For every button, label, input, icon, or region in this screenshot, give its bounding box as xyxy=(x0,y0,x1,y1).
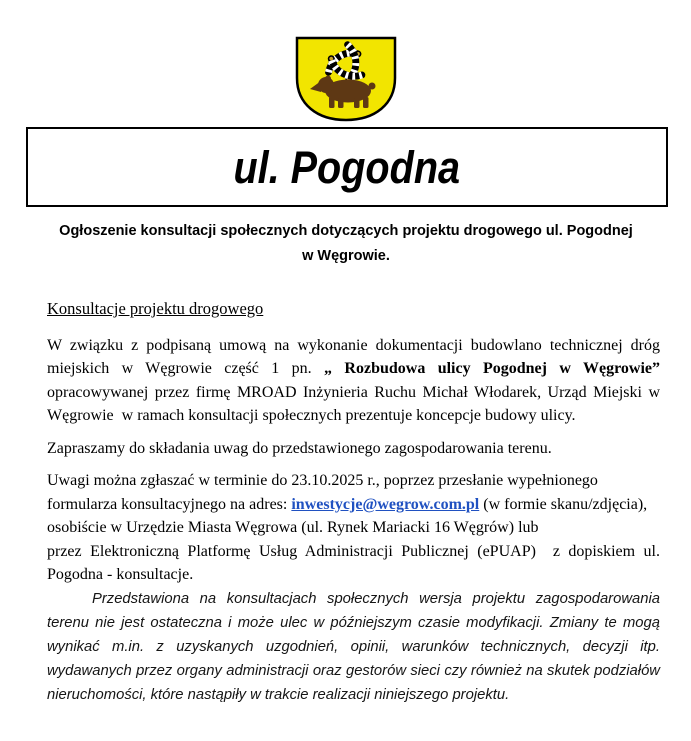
submission-text-after: (w formie skanu/zdjęcia), osobiście w Urzędzie Miasta Węgrowa (ul. Rynek Mariacki 16 Węgrów) lub xyxy=(47,495,648,536)
section-heading: Konsultacje projektu drogowego xyxy=(47,299,264,318)
intro-text-before: W związku z podpisaną umową na wykonanie dokumentacji budowlano technicznej dróg miejskich w Węgrowie część 1 pn. xyxy=(47,336,660,377)
email-link[interactable]: inwestycje@wegrow.com.pl xyxy=(291,495,480,513)
announcement-subtitle xyxy=(36,219,656,269)
disclaimer-note: Przedstawiona na konsultacjach społecznych wersja projektu zagospodarowania terenu nie jest ostateczna i może ulec w późniejszym czasie modyfikacji. Zmiany te mogą wynikać m.in. z uzyskanych uzgodnień, opinii, warunków technicznych, decyzji itp. wydawanych przez organy administracji oraz gestorów sieci czy również na skutek podziałów nieruchomości, które nastąpiły w trakcie realizacji niniejszego projektu. xyxy=(47,590,660,703)
project-name-bold: „ Rozbudowa ulicy Pogodnej w Węgrowie” xyxy=(324,360,661,377)
intro-text-after: opracowywanej przez firmę MROAD Inżynieria Ruchu Michał Włodarek, Urząd Miejski w Węgrowie w ramach konsultacji społecznych prezentuje koncepcje budowy ulicy. xyxy=(47,383,660,424)
invite-paragraph: Zapraszamy do składania uwag do przedstawionego zagospodarowania terenu. xyxy=(47,439,552,457)
submission-epuap-line: przez Elektroniczną Platformę Usług Administracji Publicznej (ePUAP) z dopiskiem ul. Pogodna - konsultacje. xyxy=(47,542,660,583)
subtitle-line-1: Ogłoszenie konsultacji społecznych dotyczących projektu drogowego ul. Pogodnej xyxy=(59,223,633,239)
coat-of-arms xyxy=(0,36,691,122)
subtitle-line-2: w Węgrowie. xyxy=(302,248,390,264)
street-title: ul. Pogodna xyxy=(233,141,461,193)
document-body xyxy=(47,297,660,716)
submission-paragraph xyxy=(47,469,660,540)
title-box xyxy=(26,127,668,207)
intro-paragraph xyxy=(47,334,660,428)
wegrow-crest-icon xyxy=(295,36,397,122)
submission-text-before: Uwagi można zgłaszać w terminie do 23.10.2025 r., poprzez przesłanie wypełnionego formularza konsultacyjnego na adres: xyxy=(47,472,598,513)
